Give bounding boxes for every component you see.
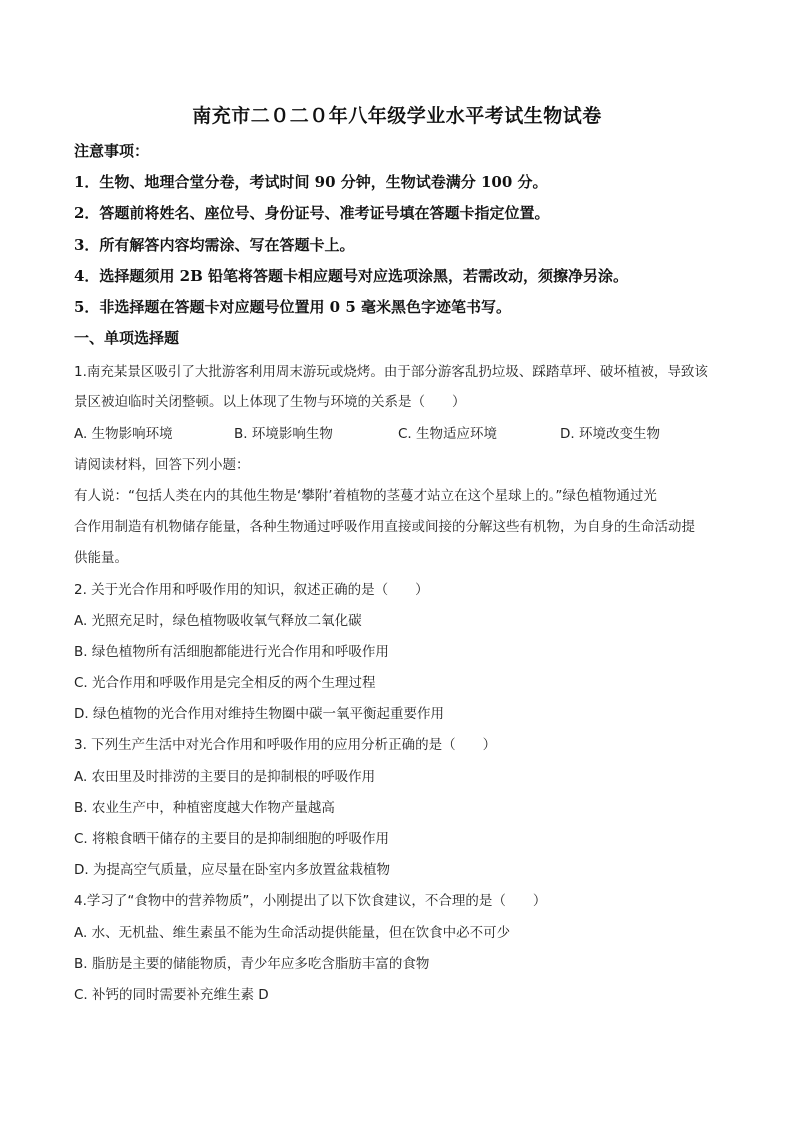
section-heading: 一、单项选择题 [74,329,180,347]
question-4-option: B. 脂肪是主要的储能物质，青少年应多吃含脂肪丰富的食物 [74,956,430,972]
question-1-option: C. 生物适应环境 [398,426,498,442]
material-text: 供能量。 [74,550,128,566]
notice-item: 3．所有解答内容均需涂、写在答题卡上。 [74,236,355,254]
question-2-option: B. 绿色植物所有活细胞都能进行光合作用和呼吸作用 [74,644,389,660]
question-4-stem: 4.学习了“食物中的营养物质”，小刚提出了以下饮食建议，不合理的是（ ） [74,893,547,909]
notice-heading: 注意事项： [74,142,150,160]
page-title: 南充市二０二０年八年级学业水平考试生物试卷 [192,105,602,127]
question-3-stem: 3. 下列生产生活中对光合作用和呼吸作用的应用分析正确的是（ ） [74,737,497,753]
notice-item: 4．选择题须用 2B 铅笔将答题卡相应题号对应选项涂黑，若需改动，须擦净另涂。 [74,267,629,285]
material-intro: 请阅读材料，回答下列小题： [74,457,250,473]
question-2-option: C. 光合作用和呼吸作用是完全相反的两个生理过程 [74,675,376,691]
question-1-option: A. 生物影响环境 [74,426,173,442]
question-3-option: D. 为提高空气质量，应尽量在卧室内多放置盆栽植物 [74,862,390,878]
question-3-option: A. 农田里及时排涝的主要目的是抑制根的呼吸作用 [74,769,376,785]
notice-item: 1．生物、地理合堂分卷，考试时间 90 分钟，生物试卷满分 100 分。 [74,173,548,191]
notice-item: 5．非选择题在答题卡对应题号位置用 0 5 毫米黑色字迹笔书写。 [74,298,511,316]
question-1-stem: 景区被迫临时关闭整顿。以上体现了生物与环境的关系是（ ） [74,394,466,410]
material-text: 有人说：“包括人类在内的其他生物是‘攀附’着植物的茎蔓才站立在这个星球上的。”绿色植物通过光 [74,488,657,504]
question-4-option: C. 补钙的同时需要补充维生素 D [74,987,269,1003]
question-2-stem: 2. 关于光合作用和呼吸作用的知识，叙述正确的是（ ） [74,582,429,598]
question-1-option: B. 环境影响生物 [234,426,333,442]
question-1-stem: 1.南充某景区吸引了大批游客利用周末游玩或烧烤。由于部分游客乱扔垃圾、踩踏草坪、破坏植被，导致该 [74,364,708,380]
question-1-option: D. 环境改变生物 [560,426,660,442]
question-2-option: D. 绿色植物的光合作用对维持生物圈中碳一氧平衡起重要作用 [74,706,444,722]
question-3-option: B. 农业生产中，种植密度越大作物产量越高 [74,800,335,816]
material-text: 合作用制造有机物储存能量，各种生物通过呼吸作用直接或间接的分解这些有机物，为自身的生命活动提 [74,519,695,535]
question-2-option: A. 光照充足时，绿色植物吸收氧气释放二氧化碳 [74,613,362,629]
notice-item: 2．答题前将姓名、座位号、身份证号、准考证号填在答题卡指定位置。 [74,204,550,222]
question-3-option: C. 将粮食晒干储存的主要目的是抑制细胞的呼吸作用 [74,831,390,847]
question-4-option: A. 水、无机盐、维生素虽不能为生命活动提供能量，但在饮食中必不可少 [74,925,511,941]
